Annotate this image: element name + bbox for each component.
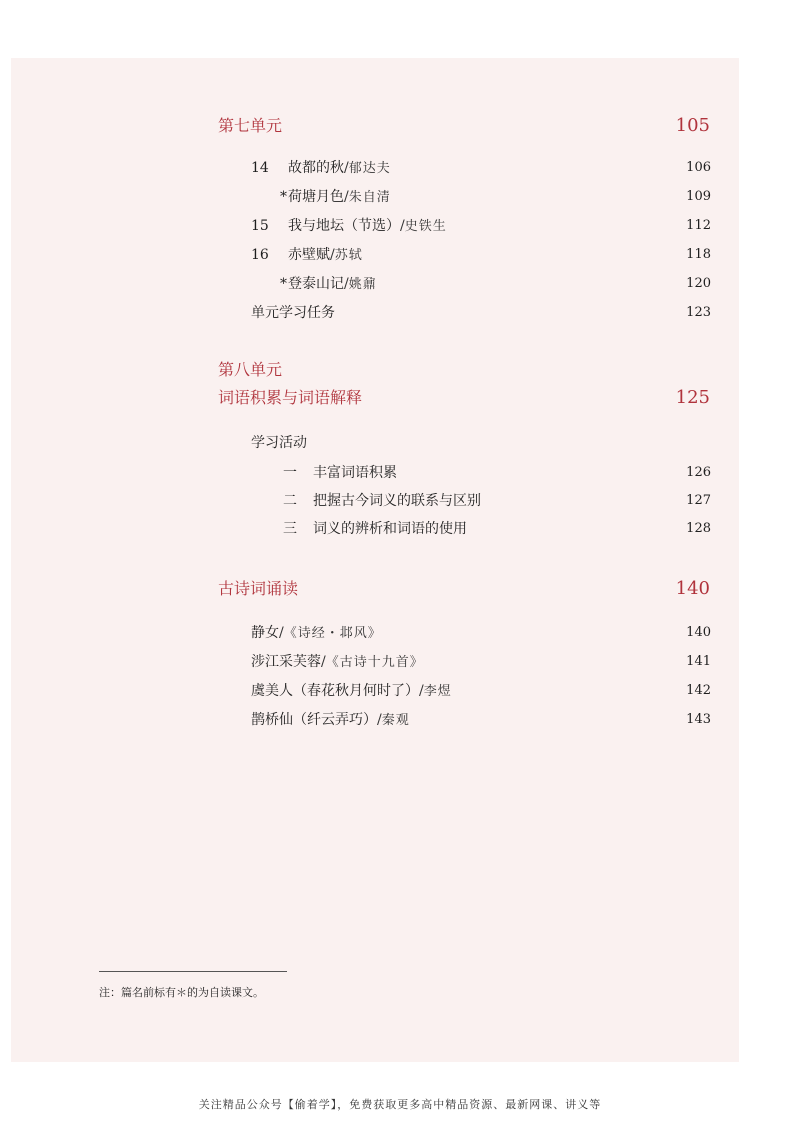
activity-entry[interactable] <box>251 462 711 484</box>
task-page: 123 <box>686 305 711 320</box>
poem-title: 静女 <box>251 625 279 641</box>
task-title: 单元学习任务 <box>251 305 335 321</box>
poem-author: 《诗经・邶风》 <box>283 626 382 641</box>
lesson-page: 112 <box>686 218 711 233</box>
unit8-label-row <box>218 357 710 383</box>
toc-entry[interactable] <box>251 215 711 237</box>
footnote: 注：篇名前标有＊的为自读课文。 <box>99 986 264 999</box>
lesson-page: 118 <box>686 247 711 262</box>
lesson-author: 姚鼐 <box>348 277 377 292</box>
separator: / <box>330 247 335 263</box>
separator: / <box>321 654 326 670</box>
poem-entry[interactable] <box>251 651 711 673</box>
poem-author: 《古诗十九首》 <box>325 655 424 670</box>
activity-title: 把握古今词义的联系与区别 <box>313 493 481 509</box>
lesson-title: 荷塘月色 <box>288 189 344 205</box>
poem-page: 142 <box>686 683 711 698</box>
lesson-title: 赤壁赋 <box>288 247 330 263</box>
lesson-page: 106 <box>686 160 711 175</box>
self-study-marker: * <box>280 276 287 292</box>
footer-watermark: 关注精品公众号【偷着学】，免费获取更多高中精品资源、最新网课、讲义等 <box>198 1098 602 1111</box>
lesson-number: 15 <box>251 218 269 234</box>
page-background <box>11 58 739 1062</box>
poem-entry[interactable] <box>251 680 711 702</box>
lesson-title: 登泰山记 <box>288 276 344 292</box>
lesson-author: 郁达夫 <box>348 161 391 176</box>
activity-page: 127 <box>686 493 711 508</box>
lesson-number: 14 <box>251 160 269 176</box>
separator: / <box>419 683 424 699</box>
activity-title: 词义的辨析和词语的使用 <box>313 521 467 537</box>
unit7-title: 第七单元 <box>218 116 283 135</box>
unit7-heading[interactable] <box>218 113 710 139</box>
separator: / <box>344 276 349 292</box>
poem-title: 鹊桥仙（纤云弄巧） <box>251 712 377 728</box>
activity-index: 三 <box>283 521 297 537</box>
poem-page: 143 <box>686 712 711 727</box>
activity-title: 丰富词语积累 <box>313 465 397 481</box>
lesson-author: 史铁生 <box>404 219 447 234</box>
activity-index: 一 <box>283 465 297 481</box>
poem-title: 涉江采芙蓉 <box>251 654 321 670</box>
unit7-page: 105 <box>675 115 710 136</box>
activity-entry[interactable] <box>251 490 711 512</box>
footnote-divider <box>99 971 287 972</box>
poems-title: 古诗词诵读 <box>218 579 299 598</box>
separator: / <box>400 218 405 234</box>
separator: / <box>344 160 349 176</box>
poem-author: 李煜 <box>423 684 452 699</box>
separator: / <box>377 712 382 728</box>
lesson-author: 苏轼 <box>334 248 363 263</box>
poem-page: 140 <box>686 625 711 640</box>
toc-entry[interactable] <box>251 157 711 179</box>
separator: / <box>279 625 284 641</box>
separator: / <box>344 189 349 205</box>
activities-label <box>251 432 711 454</box>
poem-entry[interactable] <box>251 709 711 731</box>
lesson-title: 我与地坛（节选） <box>288 218 400 234</box>
activities-title: 学习活动 <box>251 435 307 451</box>
self-study-marker: * <box>280 189 287 205</box>
poem-author: 秦观 <box>381 713 410 728</box>
activity-page: 126 <box>686 465 711 480</box>
poem-title: 虞美人（春花秋月何时了） <box>251 683 419 699</box>
poems-heading[interactable] <box>218 576 710 602</box>
unit8-heading[interactable] <box>218 385 710 411</box>
poem-page: 141 <box>686 654 711 669</box>
poem-entry[interactable] <box>251 622 711 644</box>
toc-entry[interactable] <box>251 244 711 266</box>
lesson-title: 故都的秋 <box>288 160 344 176</box>
activity-index: 二 <box>283 493 297 509</box>
lesson-author: 朱自清 <box>348 190 391 205</box>
lesson-number: 16 <box>251 247 269 263</box>
unit8-title: 词语积累与词语解释 <box>218 388 363 407</box>
poems-page: 140 <box>675 578 710 599</box>
lesson-page: 109 <box>686 189 711 204</box>
lesson-page: 120 <box>686 276 711 291</box>
activity-entry[interactable] <box>251 518 711 540</box>
unit8-page: 125 <box>675 387 710 408</box>
toc-entry[interactable] <box>251 186 711 208</box>
activity-page: 128 <box>686 521 711 536</box>
toc-entry[interactable] <box>251 273 711 295</box>
unit7-task-entry[interactable] <box>251 302 711 324</box>
unit8-label: 第八单元 <box>218 360 283 379</box>
